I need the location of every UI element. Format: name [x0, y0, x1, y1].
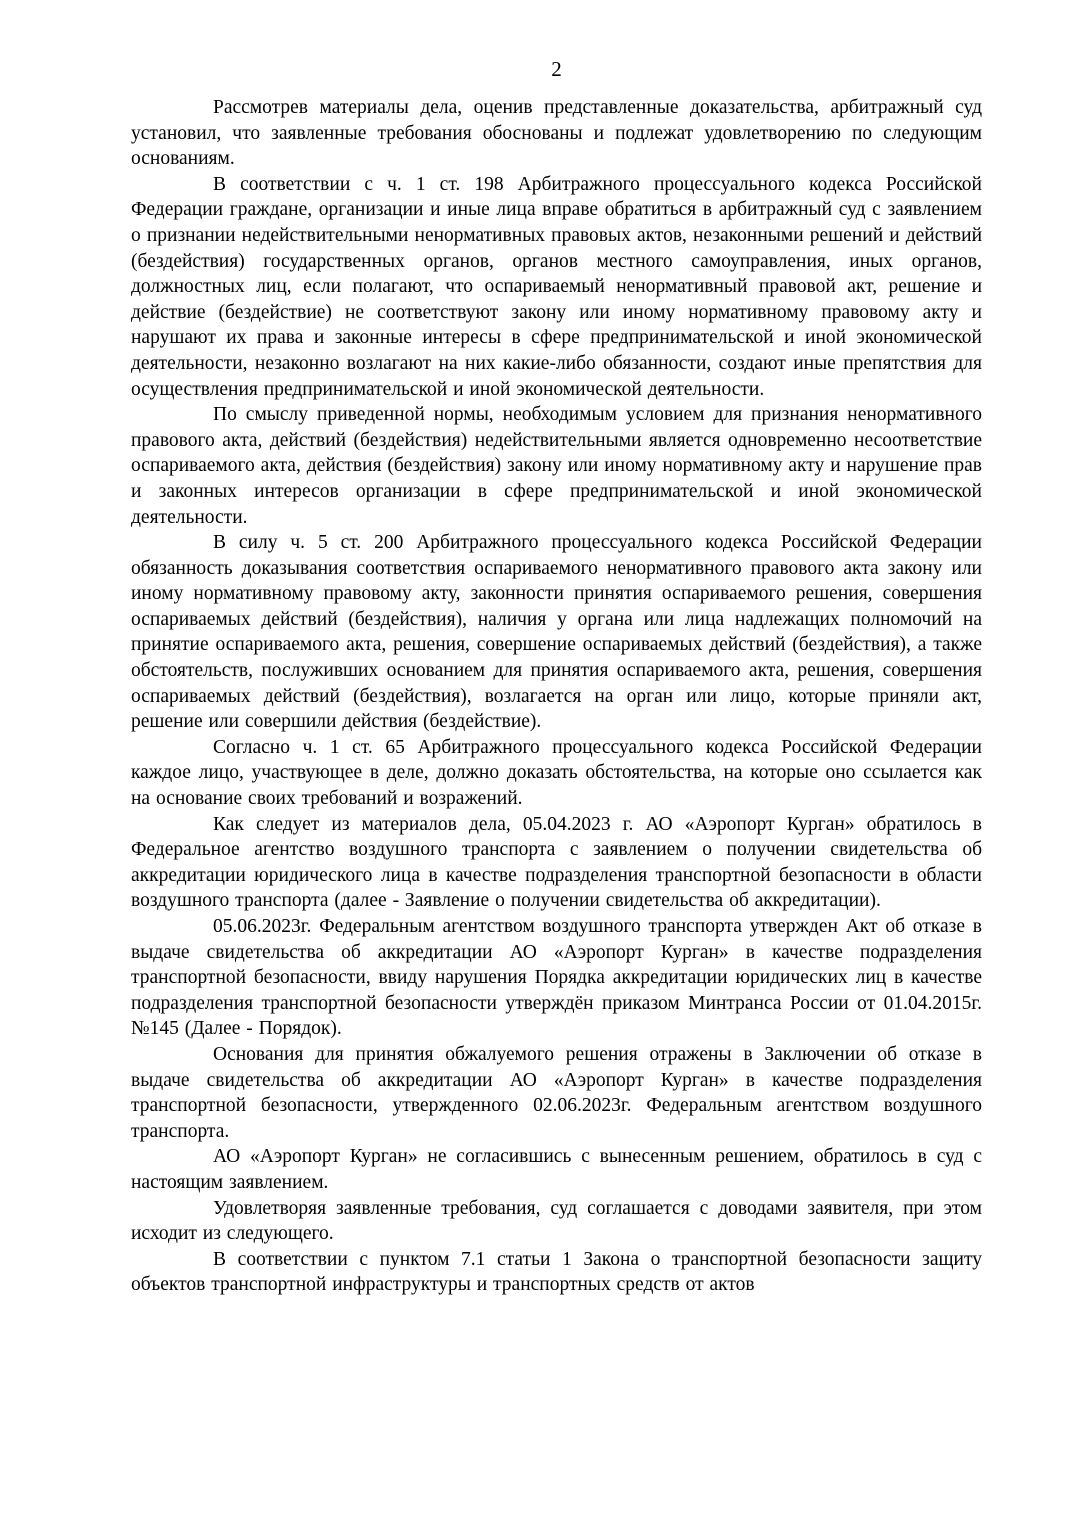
- paragraph: Согласно ч. 1 ст. 65 Арбитражного процессуального кодекса Российской Федерации каждое лицо, участвующее в деле, должно доказать обстоятельства, на которые оно ссылается как на основание своих требований и возражений.: [131, 736, 982, 810]
- paragraph: В силу ч. 5 ст. 200 Арбитражного процессуального кодекса Российской Федерации обязанность доказывания соответствия оспариваемого ненормативного правового акта закону или иному нормативному правовому акту, законности принятия оспариваемого решения, совершения оспариваемых действий (бездействия), наличия у органа или лица надлежащих полномочий на принятие оспариваемого акта, решения, совершение оспариваемых действий (бездействия), а также обстоятельств, послуживших основанием для принятия оспариваемого акта, решения, совершения оспариваемых действий (бездействия), возлагается на орган или лицо, которые приняли акт, решение или совершили действия (бездействие).: [131, 532, 982, 733]
- paragraph: АО «Аэропорт Курган» не согласившись с вынесенным решением, обратилось в суд с настоящим заявлением.: [131, 1146, 982, 1193]
- paragraph: Рассмотрев материалы дела, оценив представленные доказательства, арбитражный суд установил, что заявленные требования обоснованы и подлежат удовлетворению по следующим основаниям.: [131, 97, 982, 170]
- paragraph: Удовлетворяя заявленные требования, суд соглашается с доводами заявителя, при этом исходит из следующего.: [131, 1197, 982, 1245]
- paragraph: В соответствии с пунктом 7.1 статьи 1 Закона о транспортной безопасности защиту объектов транспортной инфраструктуры и транспортных средств от актов: [131, 1248, 982, 1296]
- page-number: 2: [551, 57, 562, 81]
- document-body: [131, 95, 982, 1298]
- paragraph: Основания для принятия обжалуемого решения отражены в Заключении об отказе в выдаче свидетельства об аккредитации АО «Аэропорт Курган» в качестве подразделения транспортной безопасности, утвержденного 02.06.2023г. Федеральным агентством воздушного транспорта.: [131, 1043, 982, 1142]
- paragraph: Как следует из материалов дела, 05.04.2023 г. АО «Аэропорт Курган» обратилось в Федеральное агентство воздушного транспорта с заявлением о получении свидетельства об аккредитации юридического лица в качестве подразделения транспортной безопасности в области воздушного транспорта (далее - Заявление о получении свидетельства об аккредитации).: [131, 813, 982, 912]
- paragraph: 05.06.2023г. Федеральным агентством воздушного транспорта утвержден Акт об отказе в выдаче свидетельства об аккредитации АО «Аэропорт Курган» в качестве подразделения транспортной безопасности, ввиду нарушения Порядка аккредитации юридических лиц в качестве подразделения транспортной безопасности утверждён приказом Минтранса России от 01.04.2015г. №145 (Далее - Порядок).: [131, 916, 982, 1040]
- paragraph: По смыслу приведенной нормы, необходимым условием для признания ненормативного правового акта, действий (бездействия) недействительными является одновременно несоответствие оспариваемого акта, действия (бездействия) закону или иному нормативному акту и нарушение прав и законных интересов организации в сфере предпринимательской и иной экономической деятельности.: [131, 404, 982, 528]
- paragraph: В соответствии с ч. 1 ст. 198 Арбитражного процессуального кодекса Российской Федерации граждане, организации и иные лица вправе обратиться в арбитражный суд с заявлением о признании недействительными ненормативных правовых актов, незаконными решений и действий (бездействия) государственных органов, органов местного самоуправления, иных органов, должностных лиц, если полагают, что оспариваемый ненормативный правовой акт, решение и действие (бездействие) не соответствуют закону или иному нормативному правовому акту и нарушают их права и законные интересы в сфере предпринимательской и иной экономической деятельности, незаконно возлагают на них какие-либо обязанности, создают иные препятствия для осуществления предпринимательской и иной экономической деятельности.: [131, 173, 982, 400]
